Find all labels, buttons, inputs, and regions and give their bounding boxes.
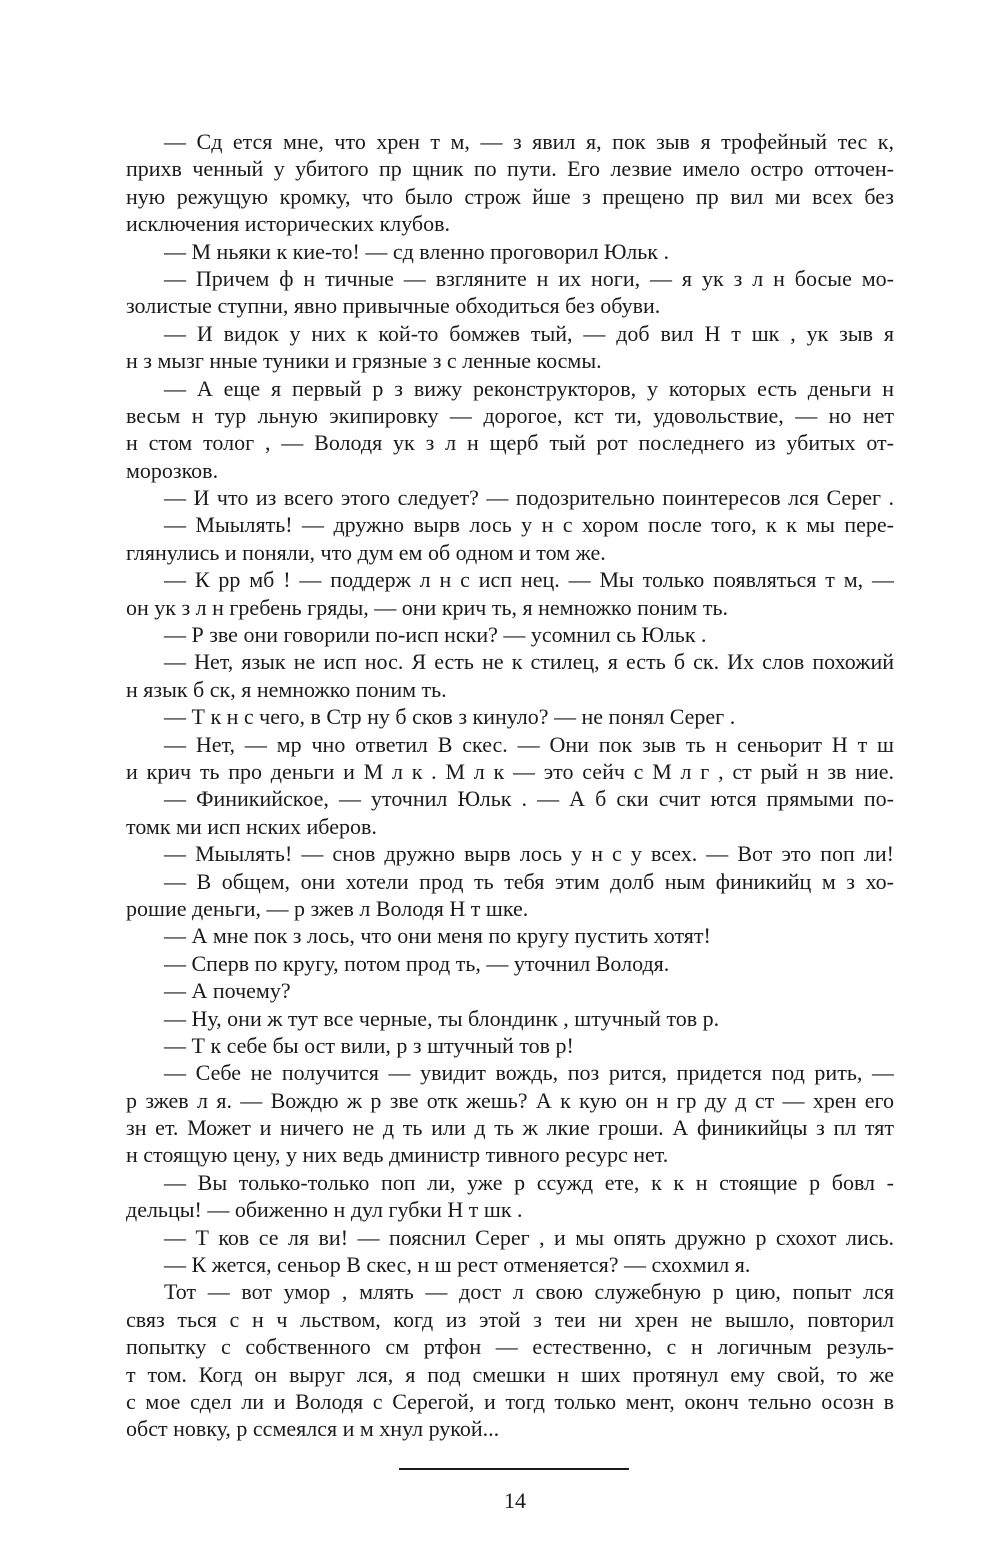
page-number: 14	[504, 1488, 526, 1513]
text-line: — Финикийское, — уточнил Юльк . — А б ски счит ются прямыми по-	[164, 786, 894, 812]
footer-rule	[399, 1468, 629, 1470]
text-line: — А еще я первый р з вижу реконструкторов, у которых есть деньги н	[164, 375, 894, 401]
text-line: — Нет, — мр чно ответил В скес. — Они пок зыв ть н сеньорит Н т ш	[164, 731, 894, 757]
text-line: н стоящую цену, у них ведь дминистр тивного ресурс нет.	[126, 1142, 669, 1168]
text-line: с мое сдел ли и Володя с Серегой, и тогд только мент, оконч тельно осозн в	[126, 1388, 894, 1414]
text-line: — Вы только-только поп ли, уже р ссужд ете, к к н стоящие р бовл -	[164, 1169, 894, 1195]
text-line: — А почему?	[164, 978, 291, 1004]
text-line: томк ми исп нских иберов.	[126, 813, 377, 839]
text-line: рошие деньги, — р зжев л Володя Н т шке.	[126, 895, 529, 921]
text-line: обст новку, р ссмеялся и м хнул рукой...	[126, 1416, 500, 1442]
text-line: связ ться с н ч льством, когд из этой з теи ни хрен не вышло, повторил	[126, 1306, 894, 1332]
text-line: — Т к себе бы ост вили, р з штучный тов р!	[164, 1032, 574, 1058]
text-line: — Нет, язык не исп нос. Я есть не к стилец, я есть б ск. Их слов похожий	[164, 649, 894, 675]
text-line: весьм н тур льную экипировку — дорогое, кст ти, удовольствие, — но нет	[126, 402, 894, 428]
text-line: — Сперв по кругу, потом прод ть, — уточнил Володя.	[164, 950, 670, 976]
text-line: — Т к н с чего, в Стр ну б сков з кинуло? — не понял Серег .	[164, 704, 736, 730]
text-line: — М ньяки к кие-то! — сд вленно проговорил Юльк .	[164, 238, 669, 264]
text-line: попытку с собственного см ртфон — естественно, с н логичным резуль-	[126, 1334, 894, 1360]
text-line: Тот — вот умор , млять — дост л свою служебную р цию, попыт лся	[164, 1279, 894, 1305]
text-line: — И видок у них к кой-то бомжев тый, — доб вил Н т шк , ук зыв я	[164, 320, 894, 346]
body-text	[126, 128, 894, 1443]
text-line: т том. Когд он выруг лся, я под смешки н ших протянул ему свой, то же	[126, 1361, 894, 1387]
text-line: дельцы! — обиженно н дул губки Н т шк .	[126, 1197, 523, 1223]
text-line: — И что из всего этого следует? — подозрительно поинтересов лся Серег .	[164, 485, 894, 511]
text-line: — Себе не получится — увидит вождь, поз рится, придется под рить, —	[164, 1060, 894, 1086]
text-line: ную режущую кромку, что было строж йше з прещено пр вил ми всех без	[126, 183, 894, 209]
text-line: н язык б ск, я немножко поним ть.	[126, 676, 447, 702]
text-line: — Ну, они ж тут все черные, ты блондинк , штучный тов р.	[164, 1005, 720, 1031]
text-line: — В общем, они хотели прод ть тебя этим долб ным финикийц м з хо-	[164, 868, 894, 894]
text-line: — А мне пок з лось, что они меня по кругу пустить хотят!	[164, 923, 711, 949]
text-line: н з мызг нные туники и грязные з с ленные космы.	[126, 348, 602, 374]
text-line: морозков.	[126, 457, 219, 483]
text-line: и крич ть про деньги и М л к . М л к — это сейч с М л г , ст рый н зв ние.	[126, 758, 894, 784]
text-line: — Причем ф н тичные — взгляните н их ноги, — я ук з л н босые мо-	[164, 265, 894, 291]
text-line: — К жется, сеньор В скес, н ш рест отменяется? — схохмил я.	[164, 1252, 751, 1278]
text-line: — Мыылять! — дружно вырв лось у н с хором после того, к к мы пере-	[164, 512, 894, 538]
text-line: прихв ченный у убитого пр щник по пути. Его лезвие имело остро отточен-	[126, 156, 894, 182]
text-line: он ук з л н гребень гряды, — они крич ть, я немножко поним ть.	[126, 594, 728, 620]
text-line: — Т ков се ля ви! — пояснил Серег , и мы опять дружно р схохот лись.	[164, 1224, 894, 1250]
text-line: золистые ступни, явно привычные обходиться без обуви.	[126, 293, 661, 319]
text-line: — Р зве они говорили по-исп нски? — усомнил сь Юльк .	[164, 622, 707, 648]
text-line: зн ет. Может и ничего не д ть или д ть ж лкие гроши. А финикийцы з пл тят	[126, 1115, 894, 1141]
text-line: — Сд ется мне, что хрен т м, — з явил я, пок зыв я трофейный тес к,	[164, 129, 894, 154]
text-line: — Мыылять! — снов дружно вырв лось у н с у всех. — Вот это поп ли!	[164, 841, 894, 867]
text-line: н стом толог , — Володя ук з л н щерб тый рот последнего из убитых от-	[126, 430, 894, 456]
text-line: р зжев л я. — Вождю ж р зве отк жешь? А к кую он н гр ду д ст — хрен его	[126, 1087, 894, 1113]
text-line: исключения исторических клубов.	[126, 211, 450, 237]
text-line: глянулись и поняли, что дум ем об одном и том же.	[126, 539, 606, 565]
text-line: — К рр мб ! — поддерж л н с исп нец. — Мы только появляться т м, —	[164, 567, 894, 593]
